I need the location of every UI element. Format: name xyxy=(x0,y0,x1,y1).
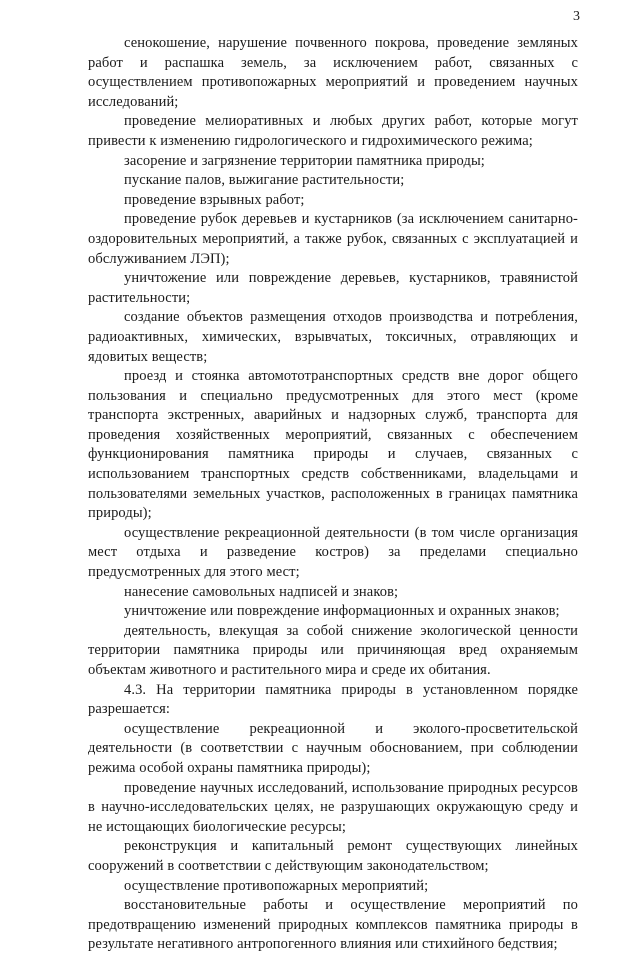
page-number: 3 xyxy=(573,9,580,24)
section-heading-paragraph: 4.3. На территории памятника природы в установленном порядке разрешается: xyxy=(88,681,578,718)
paragraph: уничтожение или повреждение информационных и охранных знаков; xyxy=(124,603,560,620)
paragraph: пускание палов, выжигание растительности; xyxy=(124,172,405,189)
paragraph: осуществление рекреационной и эколого-просветительской деятельности (в соответствии с научным обоснованием, при соблюдении режима особой охраны памятника природы); xyxy=(88,720,578,776)
paragraph: восстановительные работы и осуществление мероприятий по предотвращению изменений природных комплексов памятника природы в результате негативного антропогенного влияния или стихийного бедствия; xyxy=(88,897,578,953)
paragraph: осуществление рекреационной деятельности (в том числе организация мест отдыха и разведение костров) за пределами специально предусмотренных для этого мест; xyxy=(88,524,578,581)
paragraph: осуществление противопожарных мероприятий; xyxy=(124,877,429,894)
document-body xyxy=(88,34,578,955)
paragraph: засорение и загрязнение территории памятника природы; xyxy=(124,152,485,169)
paragraph: проведение рубок деревьев и кустарников (за исключением санитарно-оздоровительных мероприятий, а также рубок, связанных с эксплуатацией и обслуживанием ЛЭП); xyxy=(88,211,578,267)
paragraph: сенокошение, нарушение почвенного покрова, проведение земляных работ и распашка земель, за исключением работ, связанных с осуществлением противопожарных мероприятий и проведением научных исследований; xyxy=(88,35,578,110)
paragraph: нанесение самовольных надписей и знаков; xyxy=(124,583,399,600)
paragraph: проведение взрывных работ; xyxy=(124,191,305,208)
paragraph: проведение научных исследований, использование природных ресурсов в научно-исследовательских целях, не разрушающих окружающую среду и не истощающих биологические ресурсы; xyxy=(88,779,578,835)
paragraph: проезд и стоянка автомототранспортных средств вне дорог общего пользования и специально предусмотренных для этого мест (кроме транспорта экстренных, аварийных и надзорных служб, транспорта для проведения хозяйственных мероприятий, связанных с обеспечением функционирования памятника природы и случаев, связанных с использованием транспортных средств собственниками, владельцами и пользователями земельных участков, расположенных в границах памятника природы); xyxy=(88,368,578,522)
paragraph: уничтожение или повреждение деревьев, кустарников, травянистой растительности; xyxy=(88,270,578,306)
paragraph: создание объектов размещения отходов производства и потребления, радиоактивных, химических, взрывчатых, токсичных, отравляющих и ядовитых веществ; xyxy=(88,309,578,365)
paragraph: проведение мелиоративных и любых других работ, которые могут привести к изменению гидрологического и гидрохимического режима; xyxy=(88,113,578,149)
paragraph: реконструкция и капитальный ремонт существующих линейных сооружений в соответствии с действующим законодательством; xyxy=(88,838,578,874)
paragraph: деятельность, влекущая за собой снижение экологической ценности территории памятника природы или причиняющая вред охраняемым объектам животного и растительного мира и среде их обитания. xyxy=(88,622,578,678)
